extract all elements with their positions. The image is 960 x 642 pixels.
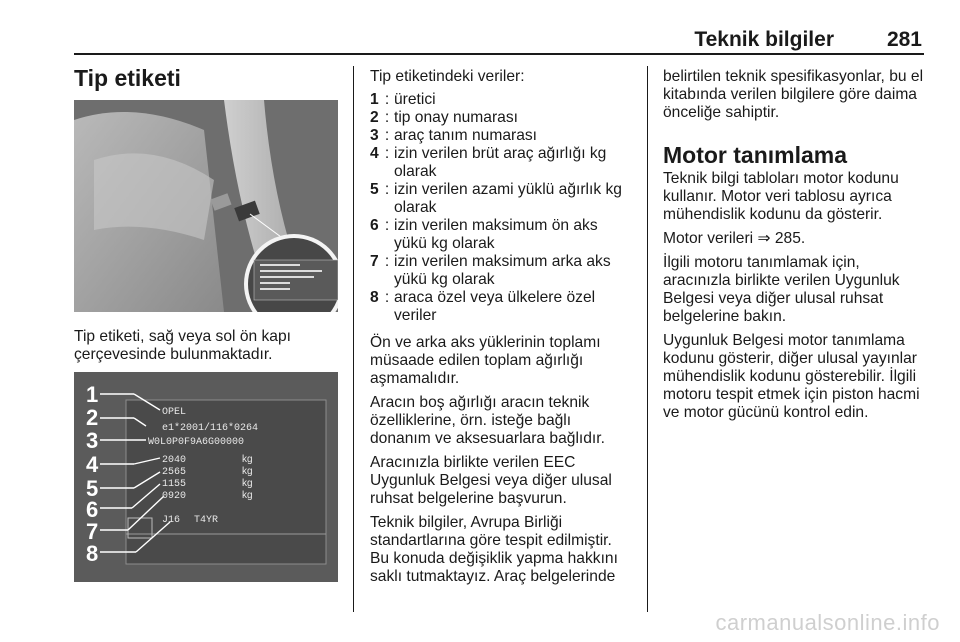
label-unit-gross: kg [242, 454, 253, 465]
type-label-figure [74, 372, 338, 582]
list-item-text: tip onay numarası [394, 109, 518, 126]
list-item-number: 3 [370, 127, 379, 144]
watermark: carmanualsonline.info [715, 610, 940, 635]
list-item [370, 217, 632, 253]
label-line-type-approval: e1*2001/116*0264 [162, 423, 259, 434]
list-item [370, 109, 632, 127]
header-divider [74, 53, 924, 55]
type-label-illustration [74, 372, 338, 582]
list-item-separator: : [384, 253, 390, 270]
paragraph-eu-standards: Teknik bilgiler, Avrupa Birliği standartlarına göre tespit edilmiştir. Bu konuda değişiklik yapma hakkını saklı tutmaktayız. Araç belgelerinde [370, 514, 618, 585]
section-title-tip-etiketi: Tip etiketi [74, 65, 181, 91]
label-callout-3: 3 [86, 428, 99, 453]
photo-caption: Tip etiketi, sağ veya sol ön kapı çerçevesinde bulunmaktadır. [74, 328, 291, 363]
paragraph-engine-code: Teknik bilgi tabloları motor kodunu kullanır. Motor veri tablosu ayrıca mühendislik kodunu da gösterir. [663, 170, 899, 223]
door-frame-photo [74, 100, 338, 312]
list-item-text: izin verilen brüt araç ağırlığı kg olarak [394, 145, 607, 180]
label-line-manufacturer: OPEL [162, 407, 187, 418]
label-line-gross-weight: 2040 [162, 455, 187, 466]
paragraph-curb-weight: Aracın boş ağırlığı aracın teknik özelliklerine, örn. isteğe bağlı donanım ve aksesuarlara bağlıdır. [370, 394, 605, 447]
list-item-number: 5 [370, 181, 379, 198]
label-line-train-weight: 2565 [162, 467, 187, 478]
label-data-intro: Tip etiketindeki veriler: [370, 68, 525, 85]
list-item-text: araca özel veya ülkelere özel veriler [394, 289, 596, 324]
paragraph-axle-loads: Ön ve arka aks yüklerinin toplamı müsaade edilen toplam ağırlığı aşmamalıdır. [370, 334, 601, 387]
list-item-separator: : [384, 145, 390, 162]
list-item [370, 145, 632, 181]
list-item-number: 8 [370, 289, 379, 306]
section-title-motor-tanimlama: Motor tanımlama [663, 142, 848, 168]
running-header-title: Teknik bilgiler [694, 28, 834, 51]
label-line-front-axle: 1155 [162, 479, 187, 490]
list-item-number: 6 [370, 217, 379, 234]
label-line-rear-axle: 0920 [162, 491, 187, 502]
label-data-list [370, 91, 632, 325]
list-item-text: üretici [394, 91, 436, 108]
list-item [370, 91, 632, 109]
list-item-number: 2 [370, 109, 379, 126]
middle-paragraphs [370, 334, 634, 592]
list-item-text: izin verilen maksimum ön aks yükü kg olarak [394, 217, 598, 252]
label-callout-4: 4 [86, 452, 99, 477]
door-frame-illustration [74, 100, 338, 312]
label-callout-5: 5 [86, 476, 99, 501]
paragraph-eec-certificate: Aracınızla birlikte verilen EEC Uygunluk Belgesi veya diğer ulusal ruhsat belgelerine başvurun. [370, 454, 612, 507]
column-divider-left [353, 66, 354, 612]
label-callout-2: 2 [86, 405, 99, 430]
list-item-text: araç tanım numarası [394, 127, 538, 144]
list-item-text: izin verilen maksimum arka aks yükü kg olarak [394, 253, 611, 288]
list-item-text: izin verilen azami yüklü ağırlık kg olarak [394, 181, 622, 216]
page-number: 281 [886, 28, 922, 51]
label-unit-rear: kg [242, 490, 253, 501]
list-item-separator: : [384, 217, 390, 234]
label-line-vin: W0L0P0F9A6G00000 [148, 437, 245, 448]
list-item [370, 127, 632, 145]
label-line-extra-code: T4YR [194, 515, 219, 526]
label-unit-train: kg [242, 466, 253, 477]
label-callout-6: 6 [86, 497, 99, 522]
list-item-number: 1 [370, 91, 379, 108]
label-line-engine-code: J16 [162, 515, 181, 526]
list-item [370, 181, 632, 217]
label-callout-7: 7 [86, 519, 99, 544]
list-item-separator: : [384, 91, 390, 108]
list-item [370, 289, 632, 325]
list-item-separator: : [384, 109, 390, 126]
list-item-separator: : [384, 181, 390, 198]
continued-paragraph: belirtilen teknik spesifikasyonlar, bu el kitabında verilen bilgilere göre daima önceliğe sahiptir. [663, 68, 924, 121]
list-item-separator: : [384, 127, 390, 144]
label-callout-8: 8 [86, 541, 99, 566]
label-unit-front: kg [242, 478, 253, 489]
engine-data-link[interactable]: Motor verileri ⇒ 285. [663, 230, 806, 247]
paragraph-conformity: Uygunluk Belgesi motor tanımlama kodunu gösterir, diğer ulusal yayınlar mühendislik kodunu gösterebilir. İlgili motoru tespit etmek için piston hacmi ve motor gücünü kontrol edin. [663, 332, 920, 421]
list-item-number: 4 [370, 145, 379, 162]
right-paragraphs [663, 170, 931, 428]
list-item-separator: : [384, 289, 390, 306]
list-item-number: 7 [370, 253, 379, 270]
column-divider-right [647, 66, 648, 612]
paragraph-identify-engine: İlgili motoru tanımlamak için, aracınızla birlikte verilen Uygunluk Belgesi veya diğer ulusal ruhsat belgelerine bakın. [663, 254, 900, 325]
list-item [370, 253, 632, 289]
label-callout-1: 1 [86, 382, 99, 407]
